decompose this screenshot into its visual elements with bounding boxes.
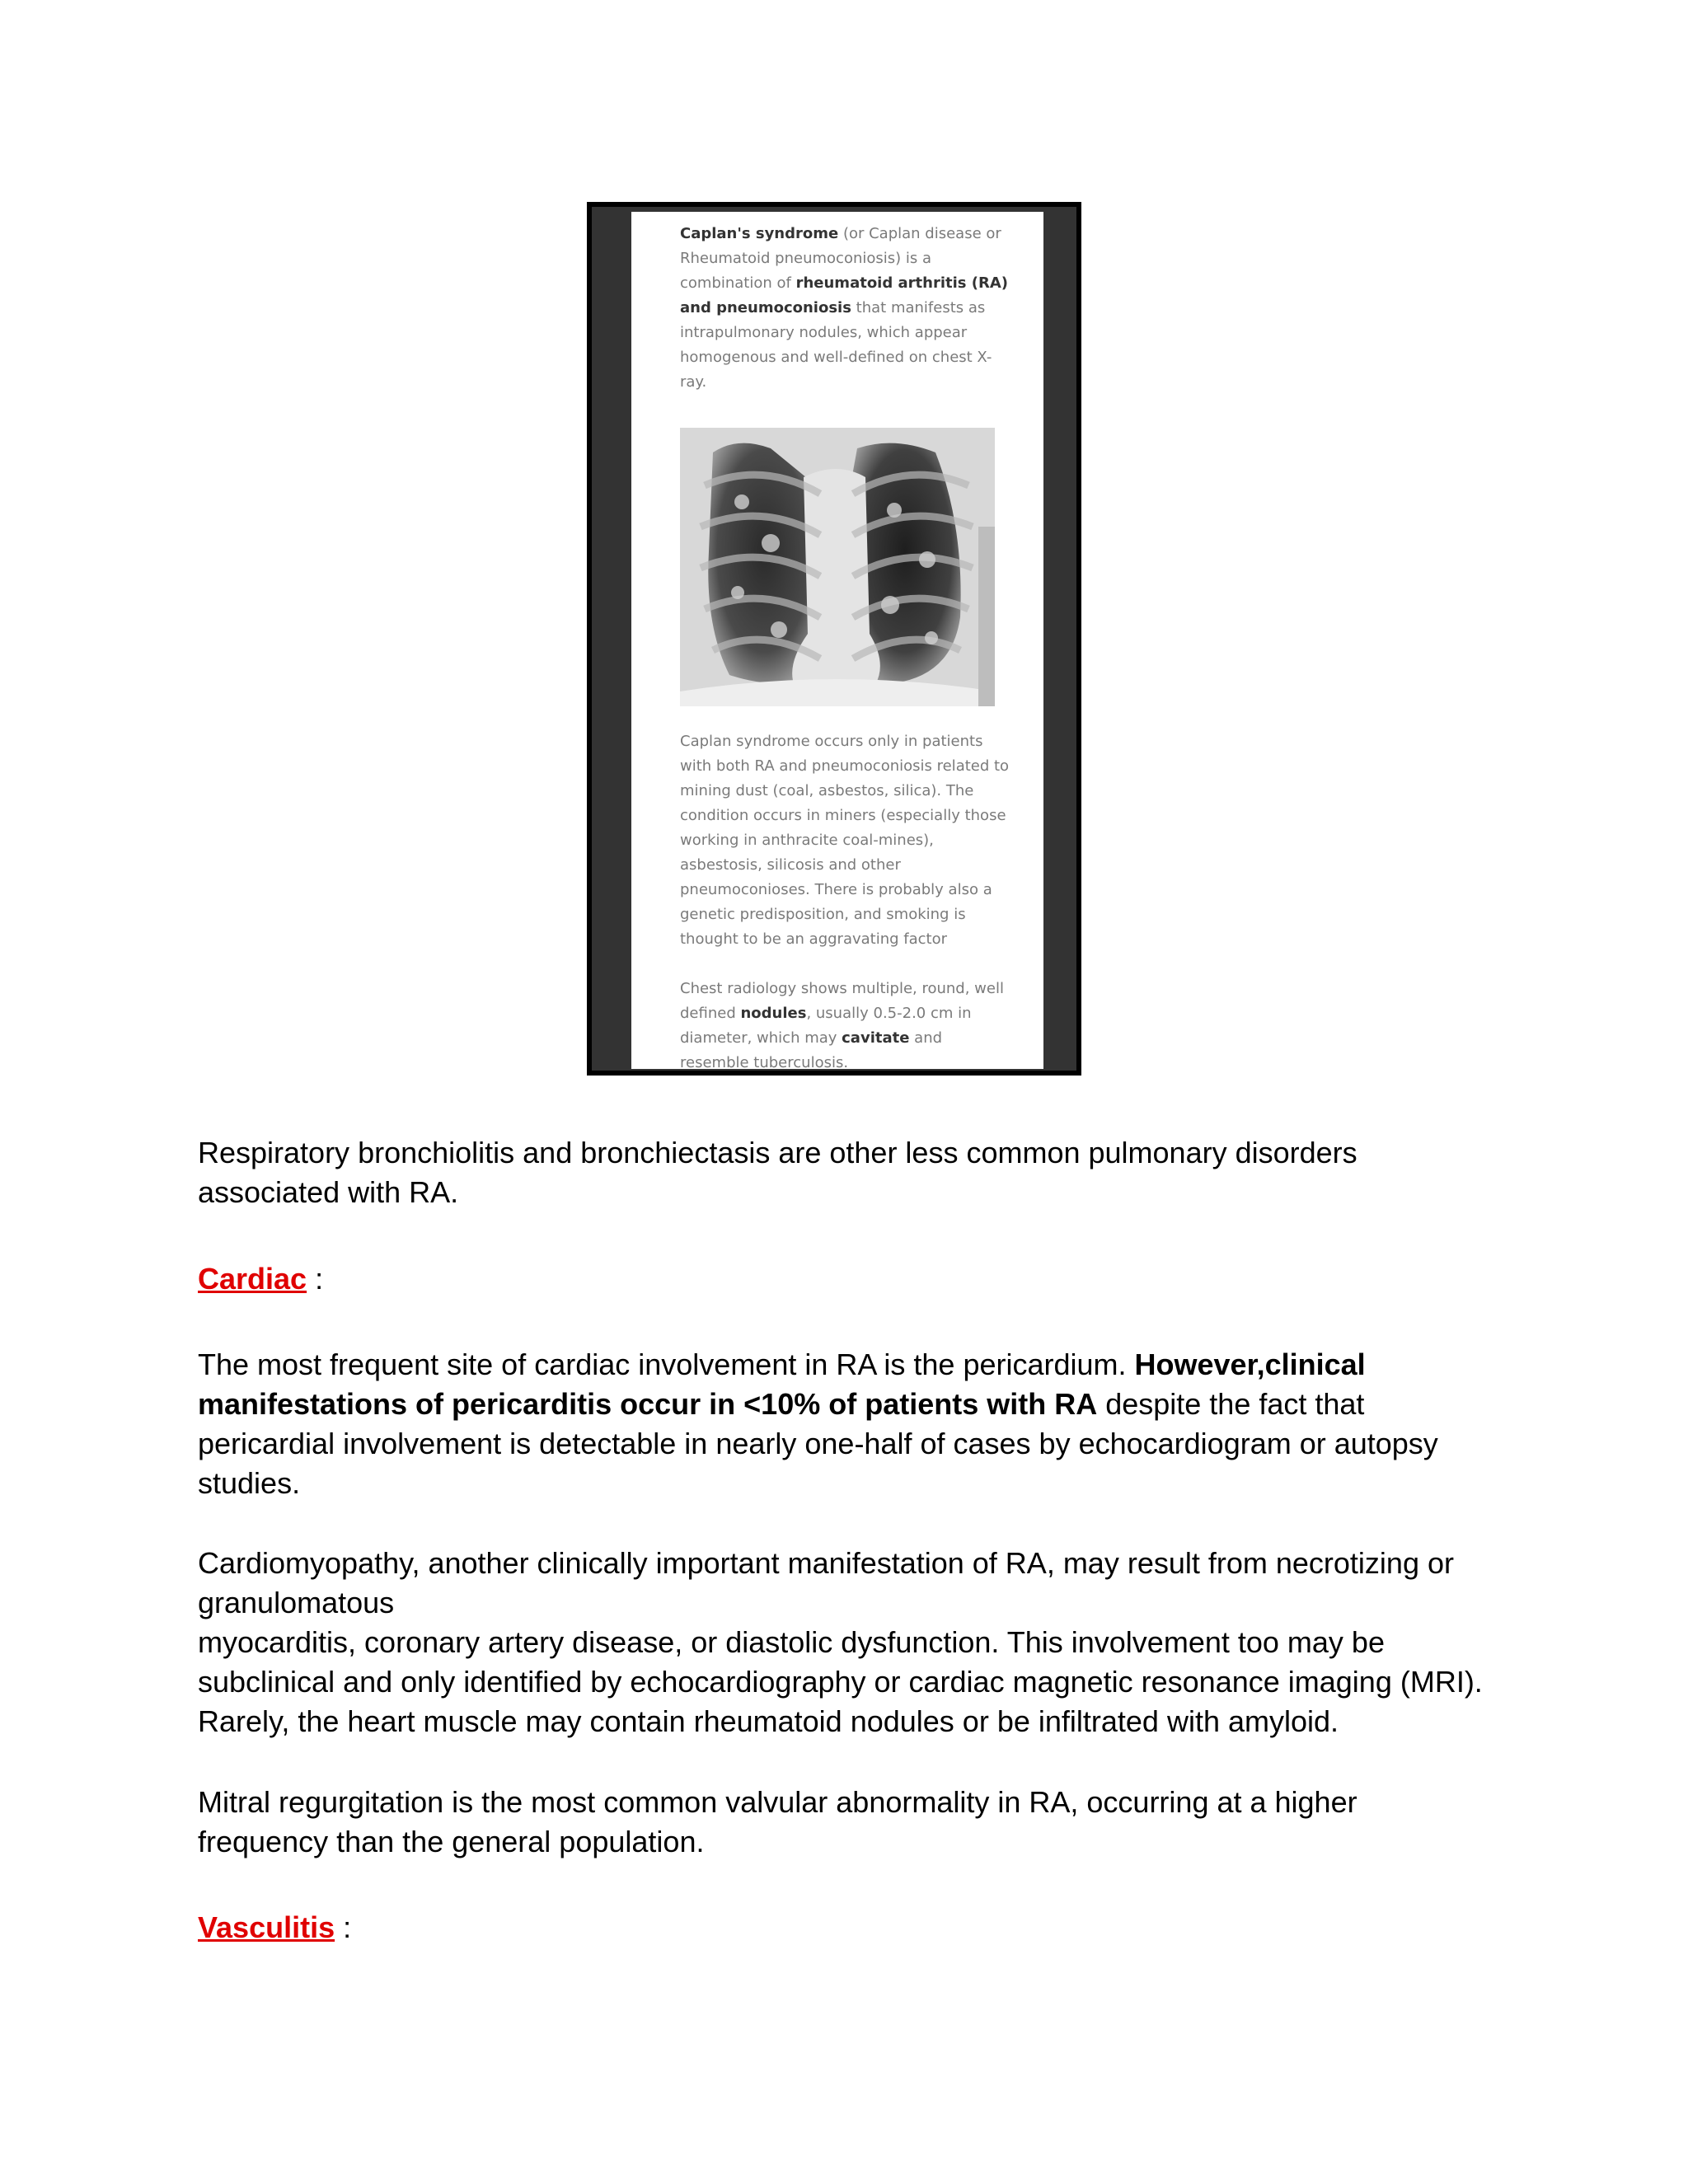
caplan-intro-text-2: that manifests as intrapulmonary nodules, which appear homogenous and well-defined on chest X-ray. [680, 299, 992, 391]
pericarditis-emphasis: However,clinical manifestations of pericarditis occur in <10% of patients with RA [198, 1347, 1366, 1421]
vasculitis-heading: Vasculitis [198, 1910, 335, 1944]
radiology-text-3: and resemble tuberculosis. [680, 1029, 943, 1071]
chest-xray-image [680, 428, 995, 706]
pulmonary-paragraph: Respiratory bronchiolitis and bronchiectasis are other less common pulmonary disorders associated with RA. [198, 1136, 1357, 1209]
ra-pneumoconiosis-term: rheumatoid arthritis (RA) and pneumoconiosis [680, 274, 1008, 316]
caplan-cause-paragraph: Caplan syndrome occurs only in patients with both RA and pneumoconiosis related to mining dust (coal, asbestos, silica). The condition occurs in miners (especially those working in anthracite coal-mines), asbestosis, silicosis and other pneumoconioses. There is probably also a genetic predisposition, and smoking is thought to be an aggravating factor [680, 733, 1010, 948]
cardiac-colon: : [307, 1262, 324, 1296]
cavitate-term: cavitate [842, 1029, 910, 1047]
screenshot-figure [587, 202, 1081, 1076]
pericardium-text-2: despite the fact that pericardial involvement is detectable in nearly one-half of cases by echocardiogram or autopsy studies. [198, 1387, 1438, 1500]
cardiomyopathy-paragraph [198, 1544, 1484, 1741]
caplan-term: Caplan's syndrome [680, 225, 839, 242]
nodules-term: nodules [740, 1005, 807, 1022]
caplan-intro-paragraph [680, 222, 1014, 395]
radiology-text: Chest radiology shows multiple, round, well defined [680, 980, 1004, 1022]
vasculitis-colon: : [335, 1910, 352, 1944]
cardiac-heading: Cardiac [198, 1262, 307, 1296]
pericardium-text: The most frequent site of cardiac involvement in RA is the pericardium. [198, 1347, 1135, 1381]
caplan-radiology-paragraph [680, 977, 1014, 1076]
vasculitis-heading-line [198, 1908, 1484, 1947]
figure-frame [592, 207, 1076, 1071]
pericardium-paragraph [198, 1345, 1484, 1503]
mitral-paragraph: Mitral regurgitation is the most common valvular abnormality in RA, occurring at a higher frequency than the general population. [198, 1785, 1357, 1858]
cardiac-heading-line [198, 1259, 1484, 1299]
cardiomyopathy-line-2: myocarditis, coronary artery disease, or diastolic dysfunction. This involvement too may be subclinical and only identified by echocardiography or cardiac magnetic resonance imaging (MRI). Rarely, the heart muscle may contain rheumatoid nodules or be infiltrated with amyloid. [198, 1625, 1483, 1738]
cardiomyopathy-line-1: Cardiomyopathy, another clinically important manifestation of RA, may result from necrotizing or granulomatous [198, 1546, 1454, 1619]
caplan-intro-text: (or Caplan disease or Rheumatoid pneumoconiosis) is a combination of [680, 225, 1001, 292]
radiology-text-2: , usually 0.5-2.0 cm in diameter, which may [680, 1005, 972, 1047]
figure-page [631, 212, 1043, 1069]
